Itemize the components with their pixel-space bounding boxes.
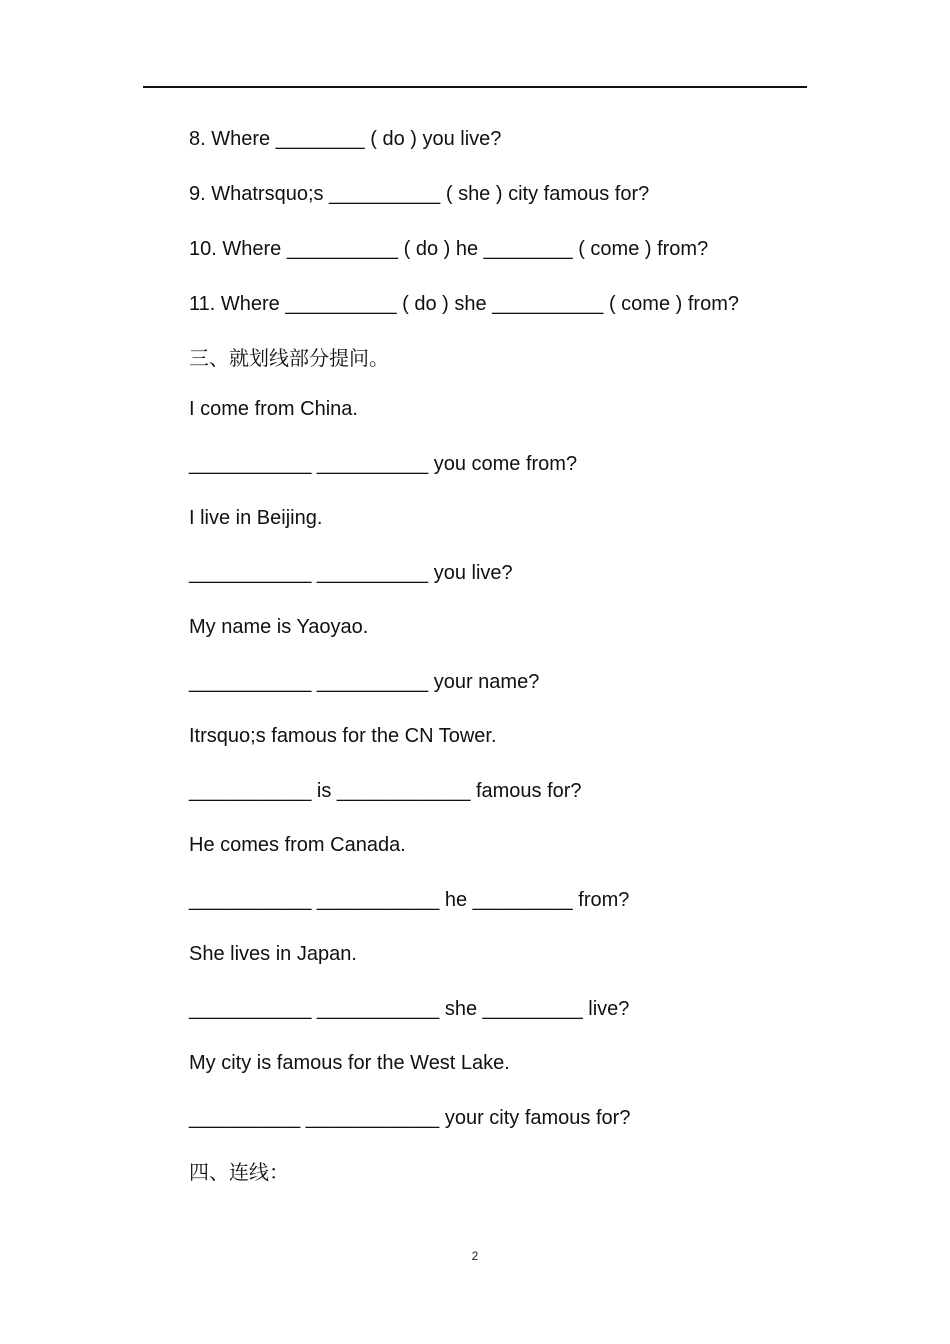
- section-3-question-2: ___________ __________ you live?: [189, 562, 513, 584]
- section-3-question-4: ___________ is ____________ famous for?: [189, 780, 582, 802]
- section-3-sentence-4: Itrsquo;s famous for the CN Tower.: [189, 725, 497, 747]
- section-4-heading: 四、连线：: [189, 1160, 289, 1184]
- section-3-question-1: ___________ __________ you come from?: [189, 453, 578, 475]
- section-3-sentence-2: I live in Beijing.: [189, 507, 323, 529]
- exercise-11: 11. Where __________ ( do ) she __________ ( come ) from?: [189, 293, 739, 315]
- page-number: 2: [471, 1249, 479, 1263]
- section-3-sentence-3: My name is Yaoyao.: [189, 616, 369, 638]
- section-3-question-6: ___________ ___________ she _________ live?: [189, 998, 630, 1020]
- section-3-sentence-1: I come from China.: [189, 398, 358, 420]
- section-3-heading: 三、就划线部分提问。: [189, 346, 389, 370]
- section-3-sentence-6: She lives in Japan.: [189, 943, 357, 965]
- header-rule: [143, 86, 807, 88]
- section-3-sentence-7: My city is famous for the West Lake.: [189, 1052, 510, 1074]
- exercise-10: 10. Where __________ ( do ) he ________ ( come ) from?: [189, 238, 709, 260]
- section-3-question-7: __________ ____________ your city famous for?: [189, 1107, 631, 1129]
- section-3-sentence-5: He comes from Canada.: [189, 834, 406, 856]
- section-3-question-3: ___________ __________ your name?: [189, 671, 540, 693]
- exercise-8: 8. Where ________ ( do ) you live?: [189, 128, 502, 150]
- exercise-9: 9. Whatrsquo;s __________ ( she ) city famous for?: [189, 183, 650, 205]
- section-3-question-5: ___________ ___________ he _________ from?: [189, 889, 630, 911]
